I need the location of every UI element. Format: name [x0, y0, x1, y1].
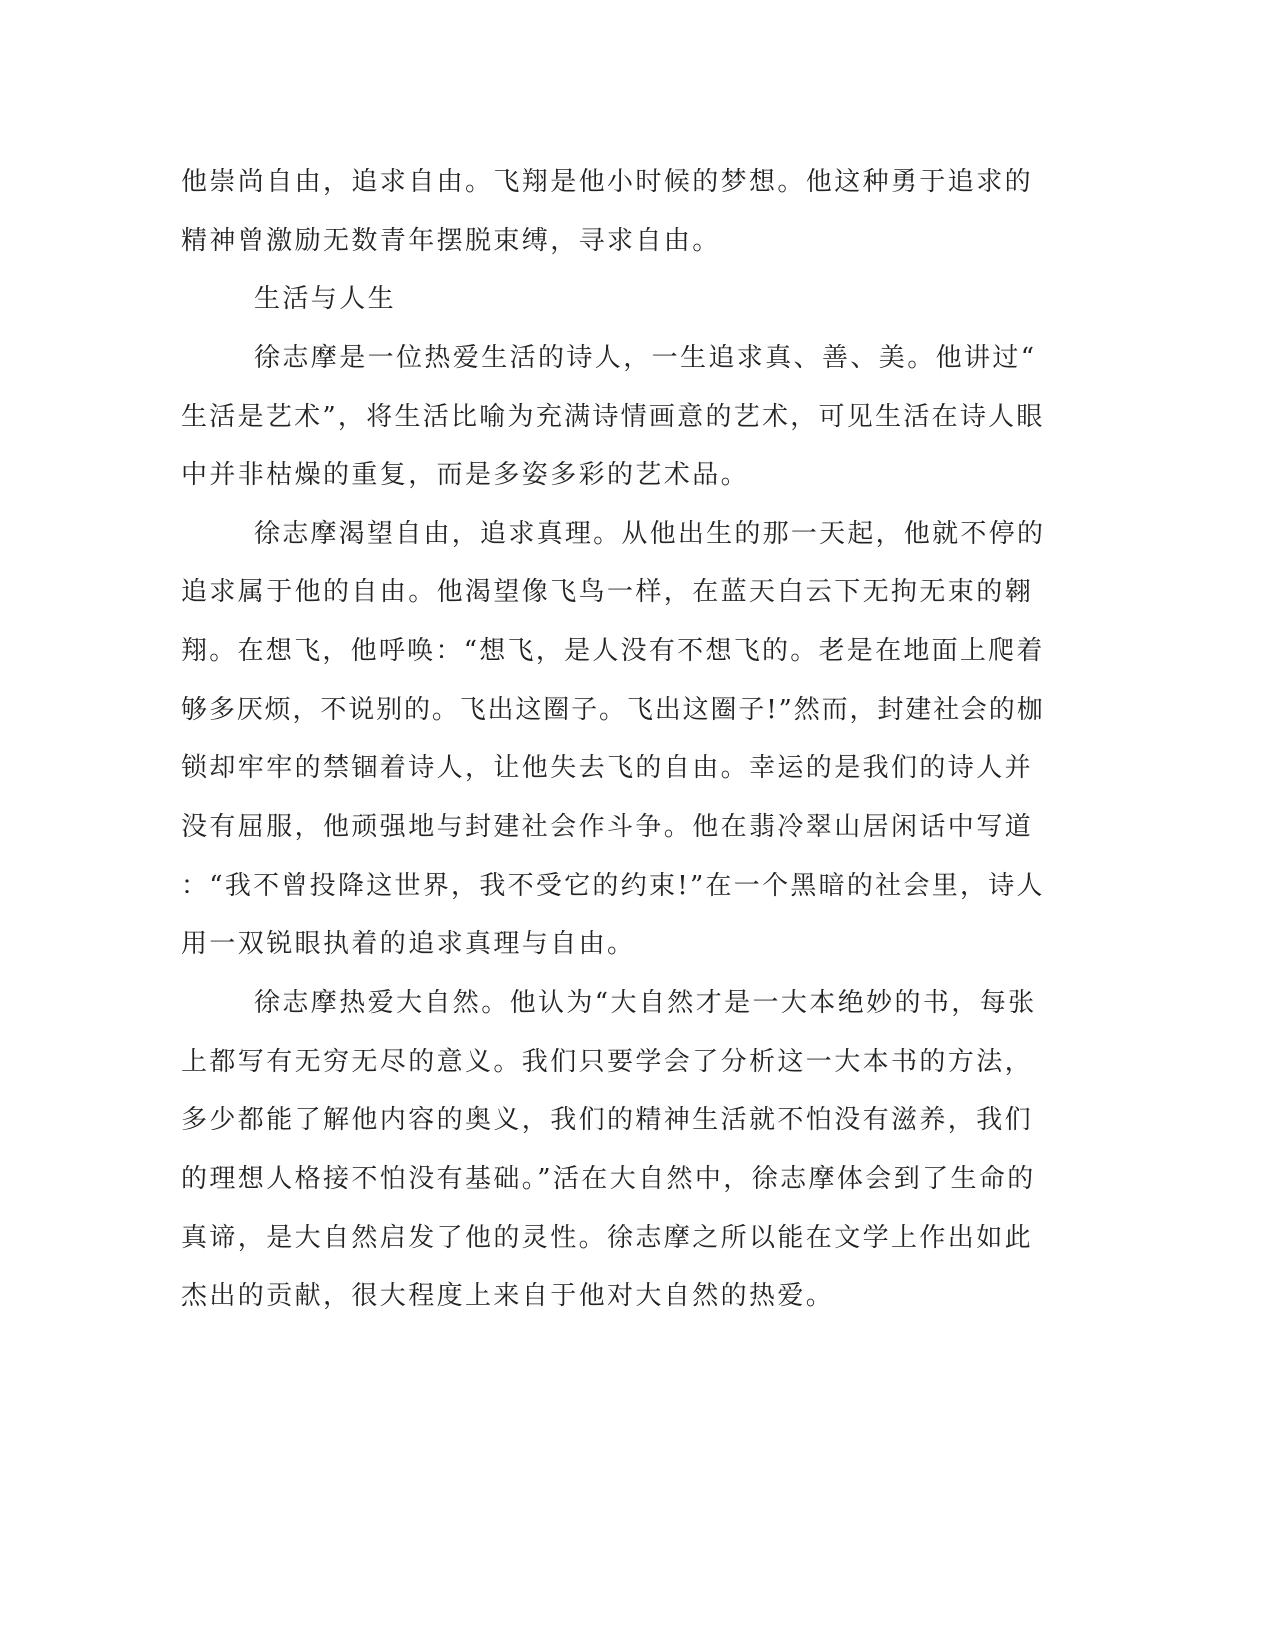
text-line: 中并非枯燥的重复，而是多姿多彩的艺术品。	[181, 460, 750, 490]
text-line: 用一双锐眼执着的追求真理与自由。	[181, 929, 636, 959]
text-line: 徐志摩渴望自由，追求真理。从他出生的那一天起，他就不停的	[254, 519, 1046, 549]
text-line: ：“我不曾投降这世界，我不受它的约束!”在一个黑暗的社会里，诗人	[181, 871, 1045, 901]
text-line: 多少都能了解他内容的奥义，我们的精神生活就不怕没有滋养，我们	[181, 1105, 1034, 1135]
text-line: 锁却牢牢的禁锢着诗人，让他失去飞的自由。幸运的是我们的诗人并	[181, 753, 1034, 783]
text-line: 生活是艺术”，将生活比喻为充满诗情画意的艺术，可见生活在诗人眼	[181, 402, 1045, 432]
text-line: 徐志摩是一位热爱生活的诗人，一生追求真、善、美。他讲过“	[254, 343, 1037, 373]
text-line: 没有屈服，他顽强地与封建社会作斗争。他在翡冷翠山居闲话中写道	[181, 812, 1034, 842]
text-line: 真谛，是大自然启发了他的灵性。徐志摩之所以能在文学上作出如此	[181, 1223, 1034, 1253]
text-line: 够多厌烦，不说别的。飞出这圈子。飞出这圈子!”然而，封建社会的枷	[181, 695, 1045, 725]
section-heading: 生活与人生	[254, 284, 397, 314]
text-line: 精神曾激励无数青年摆脱束缚，寻求自由。	[181, 226, 721, 256]
text-line: 徐志摩热爱大自然。他认为“大自然才是一大本绝妙的书，每张	[254, 988, 1037, 1018]
text-line: 追求属于他的自由。他渴望像飞鸟一样，在蓝天白云下无拘无束的翱	[181, 577, 1034, 607]
text-line: 上都写有无穷无尽的意义。我们只要学会了分析这一大本书的方法，	[181, 1047, 1034, 1077]
text-line: 他崇尚自由，追求自由。飞翔是他小时候的梦想。他这种勇于追求的	[181, 167, 1034, 197]
text-line: 杰出的贡献，很大程度上来自于他对大自然的热爱。	[181, 1281, 835, 1311]
text-line: 翔。在想飞，他呼唤：“想飞，是人没有不想飞的。老是在地面上爬着	[181, 636, 1045, 666]
text-line: 的理想人格接不怕没有基础。”活在大自然中，徐志摩体会到了生命的	[181, 1164, 1036, 1194]
